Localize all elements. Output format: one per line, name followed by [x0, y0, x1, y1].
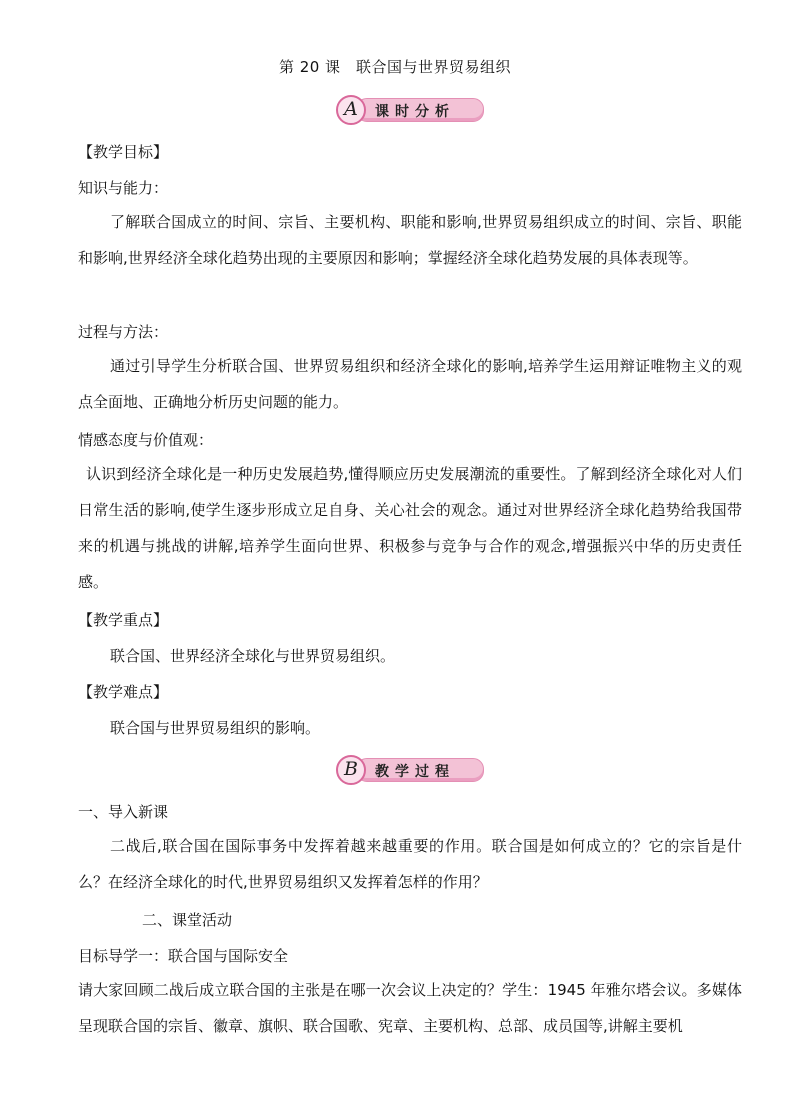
banner-letter-icon	[336, 95, 366, 125]
knowledge-paragraph: 了解联合国成立的时间、宗旨、主要机构、职能和影响,世界贸易组织成立的时间、宗旨、职能和影响,世界经济全球化趋势出现的主要原因和影响；掌握经济全球化趋势发展的具体表现等。	[78, 213, 742, 267]
process-paragraph: 通过引导学生分析联合国、世界贸易组织和经济全球化的影响,培养学生运用辩证唯物主义的观点全面地、正确地分析历史问题的能力。	[78, 357, 742, 411]
banner-pill	[356, 758, 484, 782]
emotion-heading: 情感态度与价值观：	[78, 431, 214, 449]
difficult-text: 联合国与世界贸易组织的影响。	[110, 719, 321, 737]
process-heading: 过程与方法：	[78, 323, 169, 341]
target1-heading: 目标导学一：联合国与国际安全	[78, 947, 289, 965]
goals-heading: 【教学目标】	[78, 143, 169, 161]
banner-letter-icon	[336, 755, 366, 785]
knowledge-heading: 知识与能力：	[78, 179, 169, 197]
intro-paragraph: 二战后,联合国在国际事务中发挥着越来越重要的作用。联合国是如何成立的？它的宗旨是什么？在经济全球化的时代,世界贸易组织又发挥着怎样的作用？	[78, 837, 742, 891]
intro-heading: 一、导入新课	[78, 803, 169, 821]
banner-letter: B	[344, 758, 358, 780]
target1-paragraph: 请大家回顾二战后成立联合国的主张是在哪一次会议上决定的？学生：1945 年雅尔塔会议。多媒体呈现联合国的宗旨、徽章、旗帜、联合国歌、宪章、主要机构、总部、成员国等,讲解主要机	[78, 981, 742, 1035]
banner-label: 教学过程	[375, 764, 455, 780]
lesson-title: 第 20 课 联合国与世界贸易组织	[278, 58, 512, 76]
section-banner-b	[336, 755, 484, 783]
section-banner-a	[336, 95, 484, 123]
banner-label: 课时分析	[375, 104, 455, 120]
activity-heading: 二、课堂活动	[142, 911, 233, 929]
key-text: 联合国、世界经济全球化与世界贸易组织。	[110, 647, 396, 665]
key-heading: 【教学重点】	[78, 611, 169, 629]
banner-pill	[356, 98, 484, 122]
banner-letter: A	[344, 98, 358, 120]
difficult-heading: 【教学难点】	[78, 683, 169, 701]
emotion-paragraph: 认识到经济全球化是一种历史发展趋势,懂得顺应历史发展潮流的重要性。了解到经济全球化对人们日常生活的影响,使学生逐步形成立足自身、关心社会的观念。通过对世界经济全球化趋势给我国带来的机遇与挑战的讲解,培养学生面向世界、积极参与竞争与合作的观念,增强振兴中华的历史责任感。	[78, 465, 742, 591]
